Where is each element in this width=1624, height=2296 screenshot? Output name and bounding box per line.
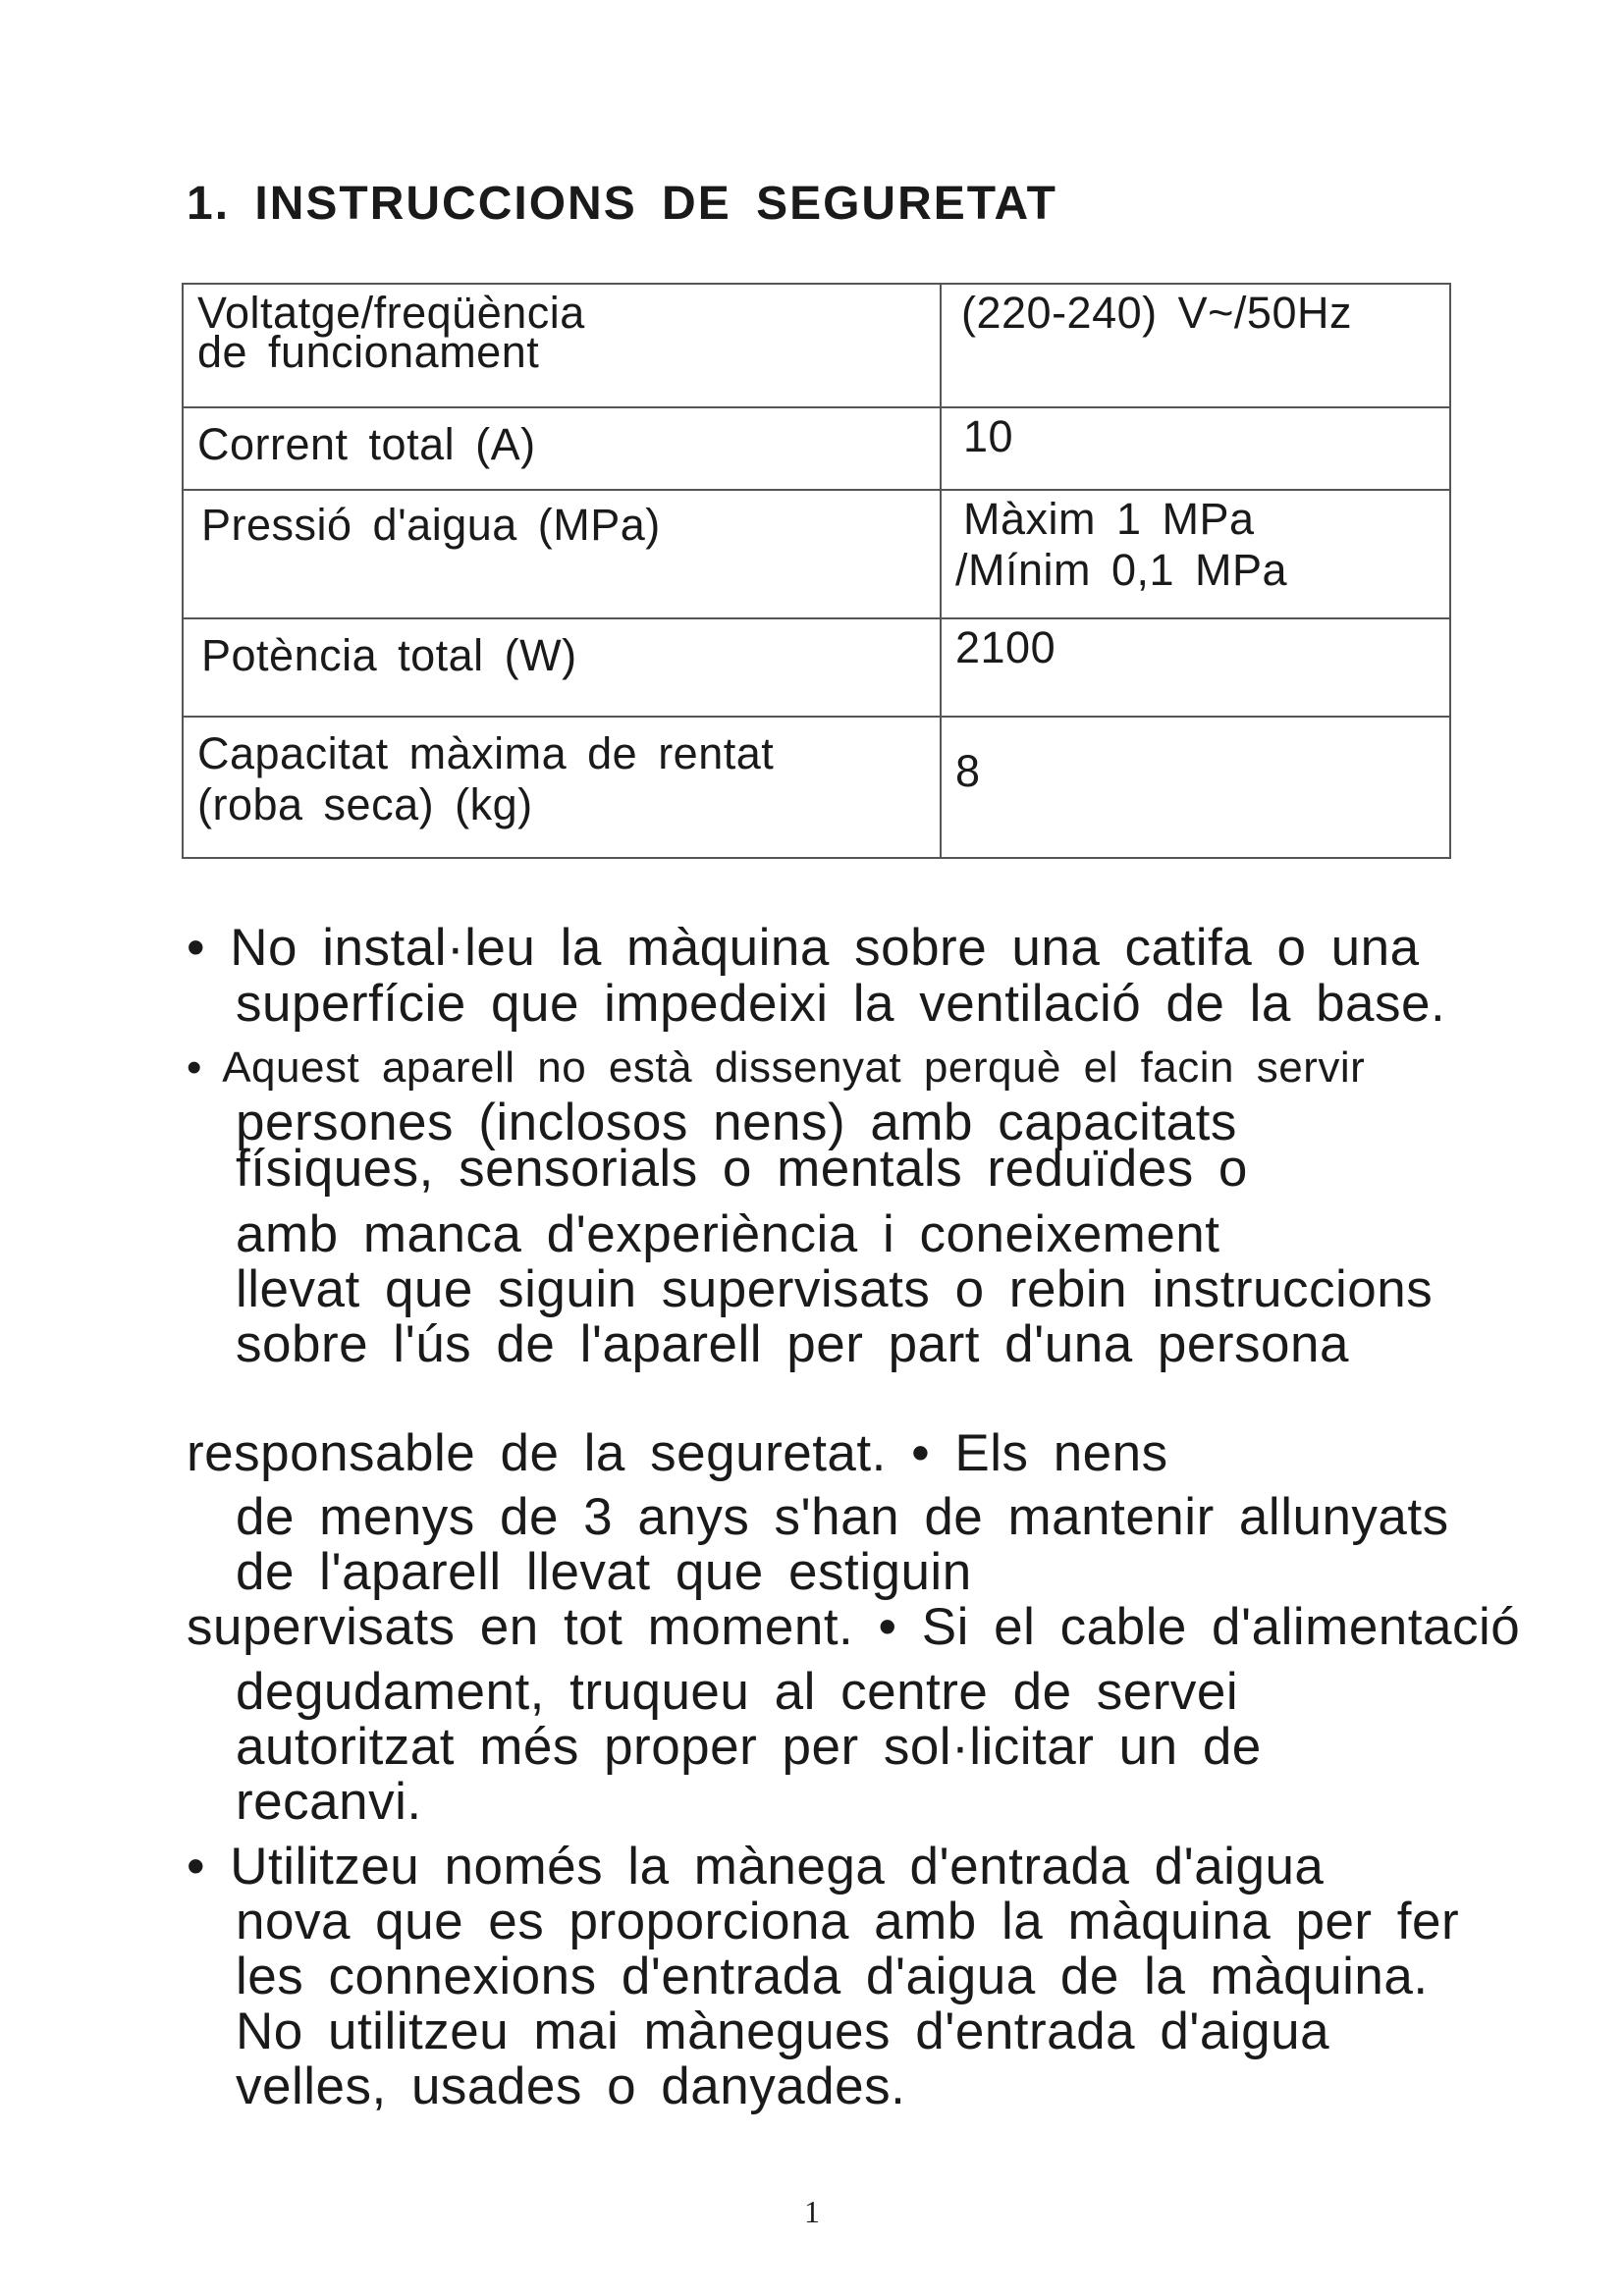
table-row <box>183 407 1450 490</box>
page-number: 1 <box>804 2194 820 2229</box>
body-line: físiques, sensorials o mentals reduïdes o <box>236 1140 1248 1198</box>
spec-value <box>941 618 1450 717</box>
table-row <box>183 717 1450 858</box>
body-line: No utilitzeu mai mànegues d'entrada d'aigua <box>236 2002 1330 2060</box>
spec-label-line: Voltatge/freqüència <box>197 288 585 338</box>
body-line: • Aquest aparell no està dissenyat perquè el facin servir <box>187 1043 1366 1092</box>
spec-value-line: /Mínim 0,1 MPa <box>955 545 1288 595</box>
spec-label-line: de funcionament <box>197 327 540 377</box>
spec-label <box>183 407 941 490</box>
body-line: persones (inclosos nens) amb capacitats <box>236 1094 1237 1151</box>
specifications-table <box>182 283 1451 859</box>
spec-label-line: Potència total (W) <box>201 630 577 680</box>
body-line: amb manca d'experiència i coneixement <box>236 1205 1220 1263</box>
body-line: supervisats en tot moment. • Si el cable d'alimentació <box>187 1598 1521 1656</box>
body-line: les connexions d'entrada d'aigua de la màquina. <box>236 1948 1429 2005</box>
body-line: de l'aparell llevat que estiguin <box>236 1543 972 1601</box>
spec-label <box>183 618 941 717</box>
spec-label <box>183 717 941 858</box>
spec-value <box>941 717 1450 858</box>
spec-label <box>183 284 941 407</box>
body-line: velles, usades o danyades. <box>236 2057 906 2115</box>
body-line: nova que es proporciona amb la màquina per fer <box>236 1893 1460 1950</box>
spec-value <box>941 284 1450 407</box>
spec-value-line: (220-240) V~/50Hz <box>961 288 1352 338</box>
spec-value-line: 8 <box>955 746 981 796</box>
spec-label-line: Corrent total (A) <box>197 419 536 469</box>
body-line: superfície que impedeixi la ventilació de la base. <box>236 975 1446 1033</box>
body-line: • Utilitzeu només la mànega d'entrada d'aigua <box>187 1838 1325 1896</box>
spec-label-line: Pressió d'aigua (MPa) <box>201 500 661 550</box>
spec-value-line: 2100 <box>955 622 1056 672</box>
spec-value-line: 10 <box>963 411 1014 461</box>
body-line: • No instal·leu la màquina sobre una catifa o una <box>187 919 1420 977</box>
spec-value <box>941 407 1450 490</box>
table-row <box>183 490 1450 618</box>
spec-label-line: (roba seca) (kg) <box>197 779 533 829</box>
body-line: autoritzat més proper per sol·licitar un de <box>236 1718 1262 1776</box>
spec-value-line: Màxim 1 MPa <box>963 494 1255 544</box>
spec-value <box>941 490 1450 618</box>
body-line: responsable de la seguretat. • Els nens <box>187 1424 1168 1482</box>
table-row <box>183 284 1450 407</box>
body-line: de menys de 3 anys s'han de mantenir allunyats <box>236 1488 1449 1546</box>
body-line: recanvi. <box>236 1773 422 1831</box>
body-line: sobre l'ús de l'aparell per part d'una persona <box>236 1315 1349 1373</box>
spec-label-line: Capacitat màxima de rentat <box>197 728 775 778</box>
spec-label <box>183 490 941 618</box>
table-row <box>183 618 1450 717</box>
section-heading: 1. INSTRUCCIONS DE SEGURETAT <box>187 178 1057 230</box>
body-line: llevat que siguin supervisats o rebin instruccions <box>236 1260 1434 1318</box>
body-line: degudament, truqueu al centre de servei <box>236 1663 1239 1721</box>
